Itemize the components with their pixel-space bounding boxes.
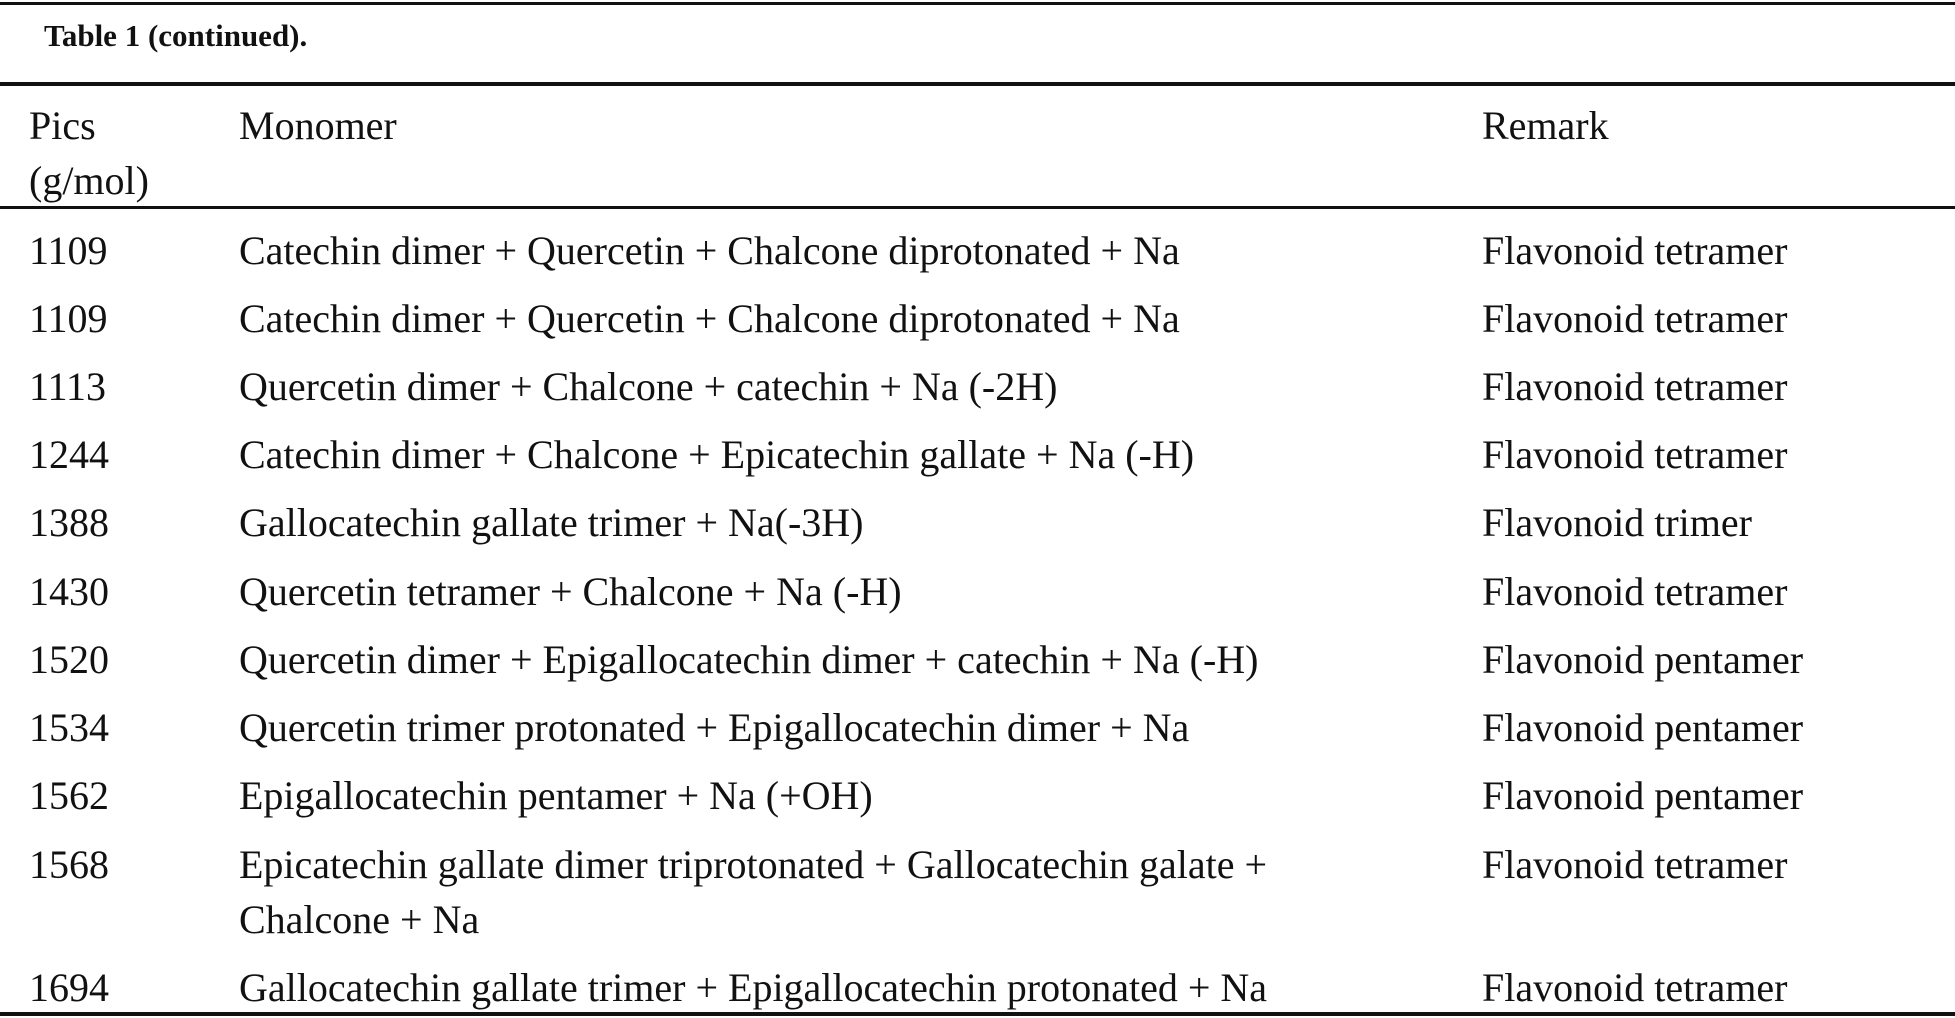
cell-pics: 1562 — [29, 773, 109, 818]
cell-monomer: Catechin dimer + Quercetin + Chalcone diprotonated + Na — [239, 228, 1180, 273]
cell-monomer: Epicatechin gallate dimer triprotonated + Gallocatechin galate + — [239, 842, 1268, 887]
cell-monomer: Quercetin trimer protonated + Epigallocatechin dimer + Na — [239, 705, 1190, 750]
table-row — [0, 700, 1955, 755]
cell-monomer: Catechin dimer + Chalcone + Epicatechin gallate + Na (-H) — [239, 432, 1195, 477]
table-caption: Table 1 (continued). — [44, 18, 308, 53]
cell-monomer: Catechin dimer + Quercetin + Chalcone diprotonated + Na — [239, 296, 1180, 341]
cell-pics: 1244 — [29, 432, 109, 477]
table-row — [0, 768, 1955, 823]
cell-remark: Flavonoid pentamer — [1482, 773, 1804, 818]
cell-pics: 1520 — [29, 637, 109, 682]
bottom-rule — [0, 1012, 1955, 1016]
table-row — [0, 837, 1955, 947]
table-row — [0, 495, 1955, 550]
cell-monomer: Quercetin dimer + Chalcone + catechin + Na (-2H) — [239, 364, 1058, 409]
cell-remark: Flavonoid tetramer — [1482, 364, 1788, 409]
cell-remark: Flavonoid tetramer — [1482, 432, 1788, 477]
cell-remark: Flavonoid tetramer — [1482, 569, 1788, 614]
cell-remark: Flavonoid tetramer — [1482, 965, 1788, 1010]
table-header — [0, 98, 1955, 206]
table-row — [0, 223, 1955, 278]
cell-remark: Flavonoid tetramer — [1482, 842, 1788, 887]
table-row — [0, 427, 1955, 482]
cell-remark: Flavonoid pentamer — [1482, 705, 1804, 750]
cell-pics: 1568 — [29, 842, 109, 887]
cell-monomer: Quercetin tetramer + Chalcone + Na (-H) — [239, 569, 902, 614]
header-rule — [0, 206, 1955, 209]
cell-remark: Flavonoid trimer — [1482, 500, 1752, 545]
header-pics-unit: (g/mol) — [29, 158, 149, 203]
table-row — [0, 359, 1955, 414]
cell-pics: 1534 — [29, 705, 109, 750]
cell-monomer: Gallocatechin gallate trimer + Epigallocatechin protonated + Na — [239, 965, 1268, 1010]
header-monomer: Monomer — [239, 103, 397, 148]
cell-monomer: Epigallocatechin pentamer + Na (+OH) — [239, 773, 873, 818]
cell-pics: 1113 — [29, 364, 107, 409]
cell-monomer: Quercetin dimer + Epigallocatechin dimer + catechin + Na (-H) — [239, 637, 1259, 682]
table-row — [0, 291, 1955, 346]
cell-pics: 1430 — [29, 569, 109, 614]
cell-remark: Flavonoid tetramer — [1482, 228, 1788, 273]
cell-pics: 1388 — [29, 500, 109, 545]
table-row — [0, 960, 1955, 1015]
cell-monomer: Gallocatechin gallate trimer + Na(-3H) — [239, 500, 864, 545]
table-row — [0, 564, 1955, 619]
cell-remark: Flavonoid tetramer — [1482, 296, 1788, 341]
cell-pics: 1694 — [29, 965, 109, 1010]
cell-pics: 1109 — [29, 296, 108, 341]
cell-pics: 1109 — [29, 228, 108, 273]
header-pics: Pics — [29, 103, 96, 148]
caption-rule — [0, 82, 1955, 86]
cell-remark: Flavonoid pentamer — [1482, 637, 1804, 682]
table-row — [0, 632, 1955, 687]
top-rule — [0, 2, 1955, 5]
header-remark: Remark — [1482, 103, 1609, 148]
cell-monomer-continued: Chalcone + Na — [239, 897, 480, 942]
